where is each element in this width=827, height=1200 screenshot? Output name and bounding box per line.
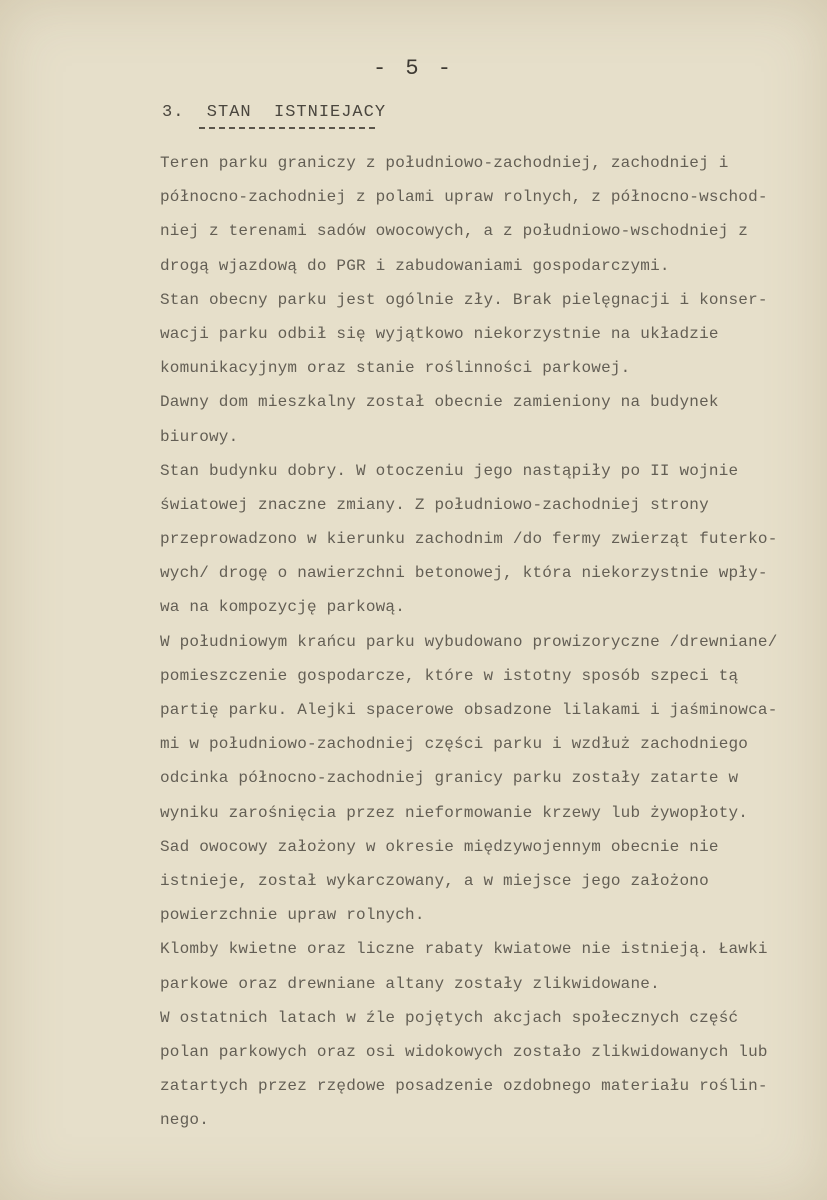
text-line: północno-zachodniej z polami upraw rolnych, z północno-wschod- [160, 188, 768, 207]
page-number: - 5 - [372, 56, 454, 81]
text-line: Stan budynku dobry. W otoczeniu jego nastąpiły po II wojnie [160, 461, 739, 480]
text-line: Klomby kwietne oraz liczne rabaty kwiatowe nie istnieją. Ławki [160, 940, 768, 959]
heading-underline [199, 127, 375, 129]
text-line: drogą wjazdową do PGR i zabudowaniami gospodarczymi. [160, 256, 670, 275]
text-line: komunikacyjnym oraz stanie roślinności parkowej. [160, 359, 631, 378]
text-line: biurowy. [160, 427, 239, 446]
text-line: wych/ drogę o nawierzchni betonowej, która niekorzystnie wpły- [160, 564, 768, 583]
text-line: mi w południowo-zachodniej części parku i wzdłuż zachodniego [160, 735, 749, 754]
body-text [160, 146, 820, 1137]
text-line: przeprowadzono w kierunku zachodnim /do fermy zwierząt futerko- [160, 530, 778, 549]
text-line: zatartych przez rzędowe posadzenie ozdobnego materiału roślin- [160, 1077, 768, 1096]
text-line: wacji parku odbił się wyjątkowo niekorzystnie na układzie [160, 324, 719, 343]
text-line: partię parku. Alejki spacerowe obsadzone lilakami i jaśminowca- [160, 701, 778, 719]
text-line: Stan obecny parku jest ogólnie zły. Brak pielęgnacji i konser- [160, 290, 768, 309]
text-line: wa na kompozycję parkową. [160, 598, 406, 617]
text-line: powierzchnie upraw rolnych. [160, 906, 425, 925]
text-line: odcinka północno-zachodniej granicy parku zostały zatarte w [160, 769, 739, 788]
text-line: W ostatnich latach w źle pojętych akcjach społecznych część [160, 1008, 739, 1027]
text-line: istnieje, został wykarczowany, a w miejsce jego założono [160, 871, 709, 890]
text-line: polan parkowych oraz osi widokowych zostało zlikwidowanych lub [160, 1042, 768, 1061]
text-line: Sad owocowy założony w okresie międzywojennym obecnie nie [160, 837, 719, 856]
text-line: niej z terenami sadów owocowych, a z południowo-wschodniej z [160, 222, 749, 241]
text-line: parkowe oraz drewniane altany zostały zlikwidowane. [160, 974, 660, 993]
text-line: nego. [160, 1111, 210, 1130]
section-heading: 3. STAN ISTNIEJACY [162, 103, 387, 122]
text-line: W południowym krańcu parku wybudowano prowizoryczne /drewniane/ [160, 632, 778, 651]
text-line: wyniku zarośnięcia przez nieformowanie krzewy lub żywopłoty. [160, 803, 749, 822]
text-line: Dawny dom mieszkalny został obecnie zamieniony na budynek [160, 393, 719, 412]
text-line: światowej znaczne zmiany. Z południowo-zachodniej strony [160, 495, 709, 514]
text-line: pomieszczenie gospodarcze, które w istotny sposób szpeci tą [160, 666, 739, 685]
text-line: Teren parku graniczy z południowo-zachodniej, zachodniej i [160, 154, 729, 172]
